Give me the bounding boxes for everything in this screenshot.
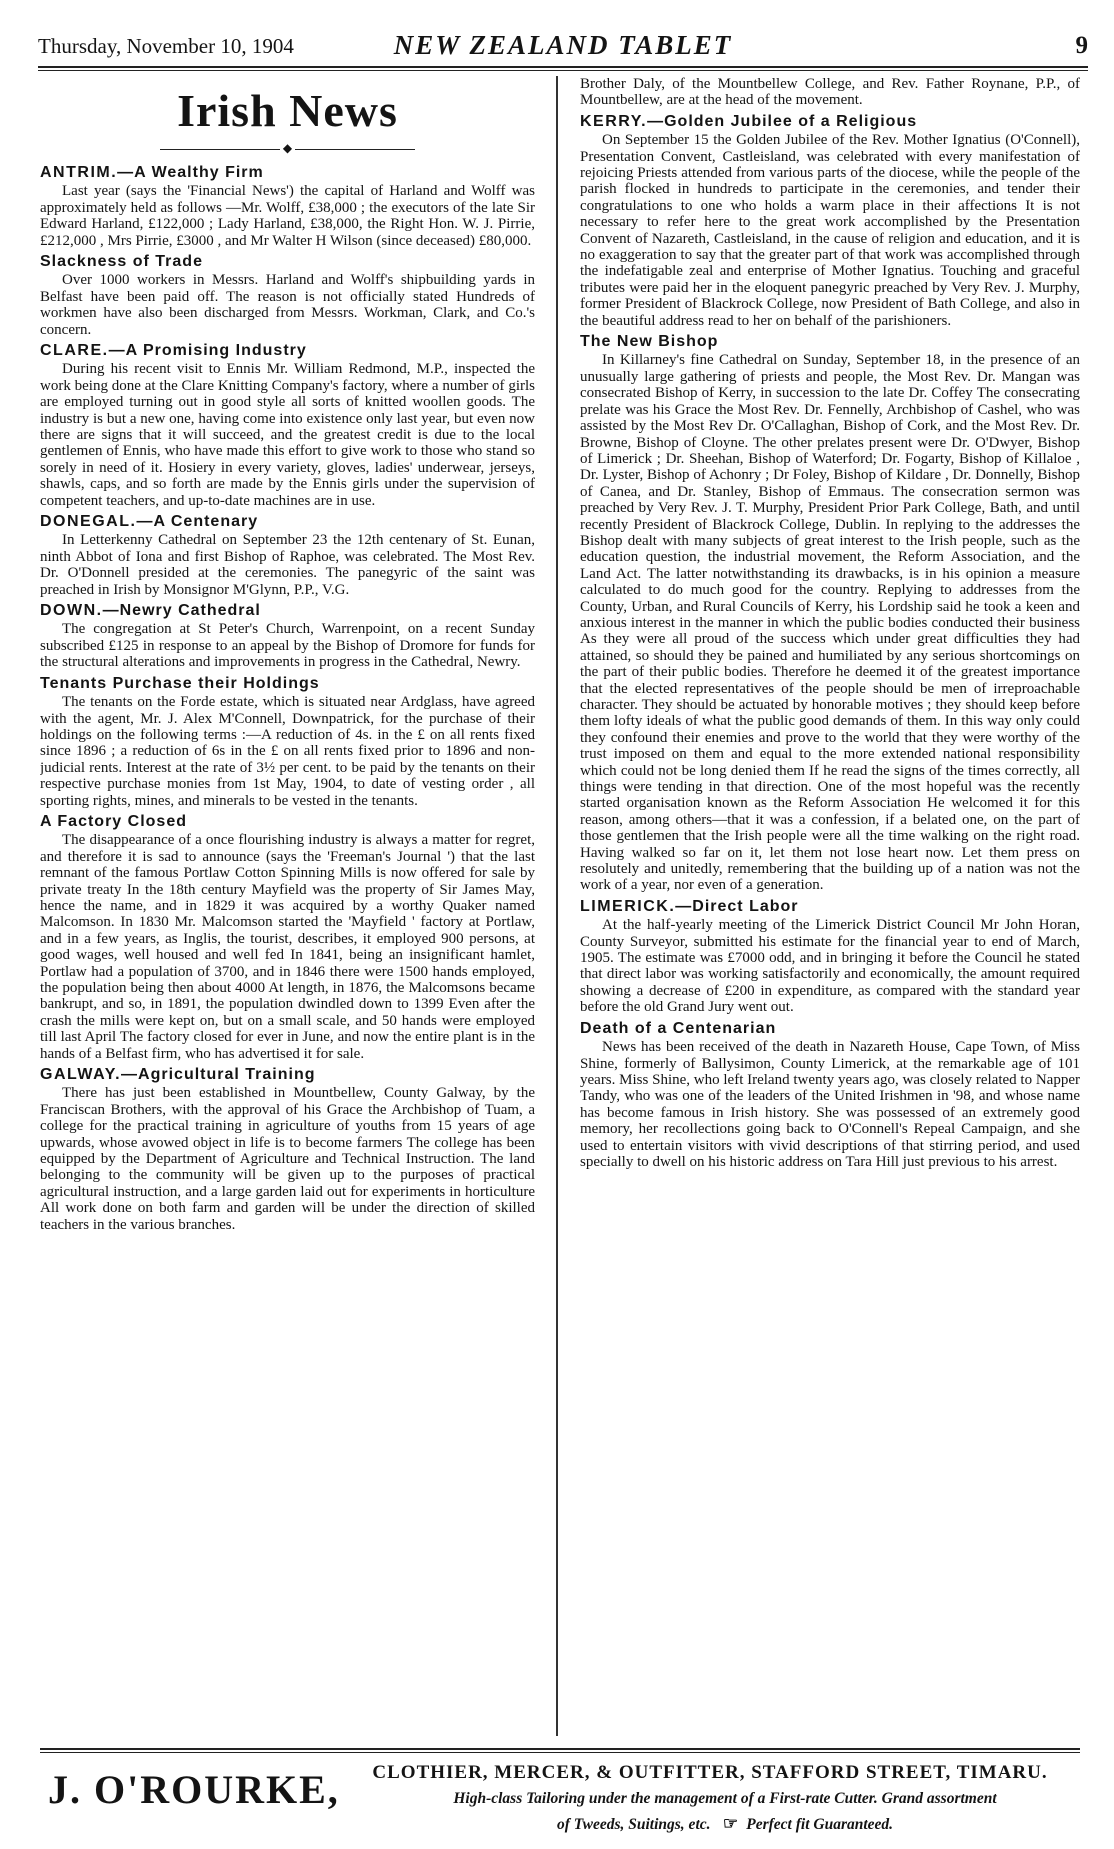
left-articles xyxy=(40,164,535,1233)
right-articles xyxy=(580,113,1080,1171)
article-place: GALWAY. xyxy=(40,1066,122,1084)
advert-tailoring-line: High-class Tailoring under the management of a First-rate Cutter. Grand assortment xyxy=(453,1790,997,1807)
article-place: KERRY. xyxy=(580,112,648,130)
article-body: Over 1000 workers in Messrs. Harland and Wolff's shipbuilding yards in Belfast have been paid off. The reason is not officially stated Hundreds of workmen have also been discharged from Messrs. Workman, Clark, and Co.'s concern. xyxy=(40,272,535,338)
article-title: —A Centenary xyxy=(136,513,259,531)
article-heading xyxy=(40,602,535,620)
article-title: Tenants Purchase their Holdings xyxy=(40,674,320,692)
article xyxy=(40,675,535,809)
article-heading xyxy=(580,898,1080,916)
article xyxy=(580,333,1080,894)
masthead xyxy=(38,30,1088,64)
article xyxy=(580,1020,1080,1171)
article xyxy=(580,898,1080,1016)
pointing-hand-icon: ☞ xyxy=(714,1814,743,1833)
article-heading xyxy=(40,813,535,831)
article-heading xyxy=(40,513,535,531)
column-divider xyxy=(556,76,558,1736)
article-place: DONEGAL. xyxy=(40,513,137,531)
article-body: The tenants on the Forde estate, which is situated near Ardglass, have agreed with the agent, Mr. J. Alex M'Connell, Downpatrick, for the purchase of their holdings on the following terms :—A reduction of 4s. in the £ on all rents fixed since 1896 ; a reduction of 6s in the £ on all rents fixed prior to 1896 and non-judicial rents. Interest at the rate of 3½ per cent. to be paid by the tenants on their respective purchase monies from 1st May, 1904, to date of vesting order , all sporting rights, mines, and minerals to be vested in the tenants. xyxy=(40,694,535,809)
ornament-divider xyxy=(40,141,535,156)
article xyxy=(40,164,535,249)
newspaper-title: NEW ZEALAND TABLET xyxy=(393,30,733,60)
article-body: The congregation at St Peter's Church, Warrenpoint, on a recent Sunday subscribed £125 in response to an appeal by the Bishop of Dromore for funds for the structural alterations and improvements in progress in the Cathedral, Newry. xyxy=(40,621,535,671)
article xyxy=(40,253,535,338)
article xyxy=(580,113,1080,329)
article-heading xyxy=(580,113,1080,131)
issue-date: Thursday, November 10, 1904 xyxy=(38,34,294,58)
continued-paragraph: Brother Daly, of the Mountbellew College, and Rev. Father Roynane, P.P., of Mountbellew, are at the head of the movement. xyxy=(580,76,1080,109)
article-body: On September 15 the Golden Jubilee of the Rev. Mother Ignatius (O'Connell), Presentation Convent, Castleisland, was celebrated with every manifestation of rejoicing Priests attended from various parts of the diocese, while the people of the parish flocked in hundreds to participate in the ceremonies, and tender their congratulations to one who holds a warm place in their affections It is not necessary to refer here to the great work accomplished by the Presentation Convent of Nazareth, Castleisland, in the cause of religion and education, and it is no exaggeration to say that the greater part of that work was accomplished through the indefatigable zeal and enterprise of Mother Ignatius. Touching and graceful tributes were paid her in the eloquent panegyric preached by Very Rev. J. Murphy, former President of Blackrock College, now President of Bath College, and also in the beautiful address read to her on behalf of the parishioners. xyxy=(580,132,1080,329)
right-column xyxy=(580,76,1080,1736)
article-body: Last year (says the 'Financial News') the capital of Harland and Wolff was approximately held as follows —Mr. Wolff, £38,000 ; the executors of the late Sir Edward Harland, £122,000 ; Lady Harland, £38,000, the Right Hon. W. J. Pirrie, £212,000 , Mrs Pirrie, £3000 , and Mr Walter H Wilson (since deceased) £80,000. xyxy=(40,183,535,249)
article-body: In Killarney's fine Cathedral on Sunday, September 18, in the presence of an unusually large gathering of priests and people, the Most Rev. Dr. Mangan was consecrated Bishop of Kerry, in succession to the late Dr. Coffey The consecrating prelate was his Grace the Most Rev. Dr. Fennelly, Archbishop of Cashel, who was assisted by the Most Rev Dr. O'Callaghan, Bishop of Cork, and the Most Rev. Dr. Browne, Bishop of Cloyne. The other prelates present were Dr. O'Dwyer, Bishop of Limerick ; Dr. Sheehan, Bishop of Waterford; Dr. Fogarty, Bishop of Killaloe , Dr. Lyster, Bishop of Achonry ; Dr Foley, Bishop of Kildare , Dr. Donnelly, Bishop of Canea, and Dr. Stanley, Bishop of Emmaus. The consecration sermon was preached by Very Rev. J. T. Murphy, President Prior Park College, Bath, and until recently President of Blackrock College, Dublin. In replying to the addresses the Bishop dealt with many subjects of great interest to the Irish people, such as the education question, the industrial movement, the Reform Association, and the Land Act. The latter notwithstanding its drawbacks, is in his opinion a measure calculated to do much good for the country. Replying to addresses from the County, Urban, and Rural Councils of Kerry, his Lordship said he took a keen and anxious interest in the manner in which the public bodies conducted their business As they were all proud of the success which under great difficulties they had attained, so should they be pained and humiliated by any serious shortcomings on the part of their public bodies. Therefore he deemed it of the greatest importance that the elected representatives of the people should be men of irreproachable character. They should be actuated by honorable motives ; they should keep before them lofty ideals of what the public good demands of them. In this way only could they confound their enemies and prove to the world that they were worthy of the trust imposed on them and equal to the more extended national responsibility which could not be long denied them If he read the signs of the times correctly, all things were tending in that direction. One of the most hopeful was the recently started organisation known as the Reform Association He welcomed it for this reason, among others—that it was a confession, if a belated one, on the part of those gentlemen that the Irish people were all the time walking on the right road. Having walked so far on it, let them not lose heart now. Let them press on resolutely and unitedly, remembering that the building up of a nation was not the work of a year, nor even of a generation. xyxy=(580,352,1080,894)
diamond-ornament-icon: ◆ xyxy=(279,141,296,155)
advert-trade-line: CLOTHIER, MERCER, & OUTFITTER, STAFFORD STREET, TIMARU. xyxy=(372,1762,1048,1783)
article-heading xyxy=(40,164,535,182)
masthead-rule-thin xyxy=(38,70,1088,71)
article xyxy=(40,342,535,509)
article-title: —Direct Labor xyxy=(675,897,799,915)
article xyxy=(40,513,535,598)
article-body: There has just been established in Mountbellew, County Galway, by the Franciscan Brothers, with the approval of his Grace the Archbishop of Tuam, a college for the practical training in agriculture of youths from 15 years of age upwards, whose avowed object in life is to become farmers The college has been equipped by the Department of Agriculture and Technical Instruction. The land belonging to the community will be given up to the purposes of practical agricultural instruction, and a large garden laid out for experiments in horticulture All work done on both farm and garden will be under the direction of skilled teachers in the various branches. xyxy=(40,1085,535,1233)
advert-tweeds-line xyxy=(370,1814,1080,1834)
article-body: The disappearance of a once flourishing industry is always a matter for regret, and therefore it is sad to announce (says the 'Freeman's Journal ') that the last remnant of the famous Portlaw Cotton Spinning Mills is now offered for sale by private treaty In the 18th century Mayfield was the property of Sir James May, hence the name, and in 1829 it was acquired by a worthy Quaker named Malcomson. In 1830 Mr. Malcomson started the 'Mayfield ' factory at Portlaw, and in a few years, as Inglis, the tourist, describes, it employed 900 persons, at good wages, well housed and well fed In 1841, being an insignificant hamlet, Portlaw had a population of 3700, and in 1846 there were 1500 hands employed, the population being then about 4000 At length, in 1876, the Malcomsons became bankrupt, and so, in 1891, the population dwindled down to 1399 Even after the crash the mills were kept on, but on a small scale, and 50 hands were employed till last April The factory closed for ever in June, and now the entire plant is in the hands of a Belfast firm, who has advertised it for sale. xyxy=(40,832,535,1062)
article-place: DOWN. xyxy=(40,602,103,620)
advert-rule xyxy=(40,1748,1080,1750)
article-place: LIMERICK. xyxy=(580,897,676,915)
article-heading xyxy=(40,1066,535,1084)
masthead-rule xyxy=(38,66,1088,68)
article-heading xyxy=(580,1020,1080,1038)
article-title: —A Promising Industry xyxy=(108,342,307,360)
article-title: —A Wealthy Firm xyxy=(117,164,264,181)
advert-tweeds-text: of Tweeds, Suitings, etc. xyxy=(556,1816,711,1833)
article xyxy=(40,602,535,671)
article-title: Slackness of Trade xyxy=(40,253,203,271)
article-title: —Golden Jubilee of a Religious xyxy=(647,112,918,130)
article-title: Death of a Centenarian xyxy=(580,1019,777,1037)
section-title: Irish News xyxy=(177,85,398,136)
article-place: ANTRIM. xyxy=(40,164,118,181)
left-column xyxy=(40,76,535,1736)
article-heading xyxy=(40,342,535,360)
article-heading xyxy=(40,253,535,271)
article-heading xyxy=(580,333,1080,351)
article-body: At the half-yearly meeting of the Limerick District Council Mr John Horan, County Surveyor, submitted his estimate for the financial year to end of March, 1905. The estimate was £7000 odd, and in bringing it before the Council he stated that direct labor was working satisfactorily and economically, the amount required showing a decrease of £200 in expenditure, as compared with the standard year before the old Grand Jury went out. xyxy=(580,917,1080,1016)
article-title: —Agricultural Training xyxy=(121,1066,316,1084)
article xyxy=(40,813,535,1062)
advert-guarantee-text: Perfect fit Guaranteed. xyxy=(746,1816,894,1833)
article-body: During his recent visit to Ennis Mr. William Redmond, M.P., inspected the work being done at the Clare Knitting Company's factory, where a number of girls are employed turning out in good style all sorts of knitted woollen goods. The industry is but a new one, having come into existence only last year, but even now there are signs that it will succeed, and the greatest credit is due to the local gentlemen of Ennis, who have made this effort to give work to those who stand so sorely in need of it. Hosiery in every variety, gloves, ladies' underwear, jerseys, shawls, caps, and so forth are made by the Ennis girls under the supervision of competent teachers, and up-to-date machines are in use. xyxy=(40,361,535,509)
article-title: —Newry Cathedral xyxy=(102,602,261,620)
article-title: The New Bishop xyxy=(580,333,719,351)
advert-name: J. O'ROURKE, xyxy=(48,1767,340,1812)
advert-rule-thin xyxy=(40,1752,1080,1753)
article-body: In Letterkenny Cathedral on September 23 the 12th centenary of St. Eunan, ninth Abbot of Iona and first Bishop of Raphoe, was celebrated. The Most Rev. Dr. O'Donnell presided at the ceremonies. The panegyric of the saint was preached in Irish by Monsignor M'Glynn, P.P., V.G. xyxy=(40,532,535,598)
page-number: 9 xyxy=(1075,32,1088,59)
article xyxy=(40,1066,535,1233)
article-body: News has been received of the death in Nazareth House, Cape Town, of Miss Shine, formerly of Ballysimon, County Limerick, at the remarkable age of 101 years. Miss Shine, who left Ireland twenty years ago, was closely related to Napper Tandy, who was one of the leaders of the United Irishmen in '98, and whose name has become famous in Irish history. She was possessed of an extremely good memory, her recollections going back to O'Connell's Repeal Campaign, and she used to entertain visitors with vivid descriptions of that stirring period, and used specially to dwell on his historic address on Tara Hill just previous to his arrest. xyxy=(580,1039,1080,1170)
article-place: CLARE. xyxy=(40,342,109,360)
article-title: A Factory Closed xyxy=(40,812,187,830)
article-heading xyxy=(40,675,535,693)
